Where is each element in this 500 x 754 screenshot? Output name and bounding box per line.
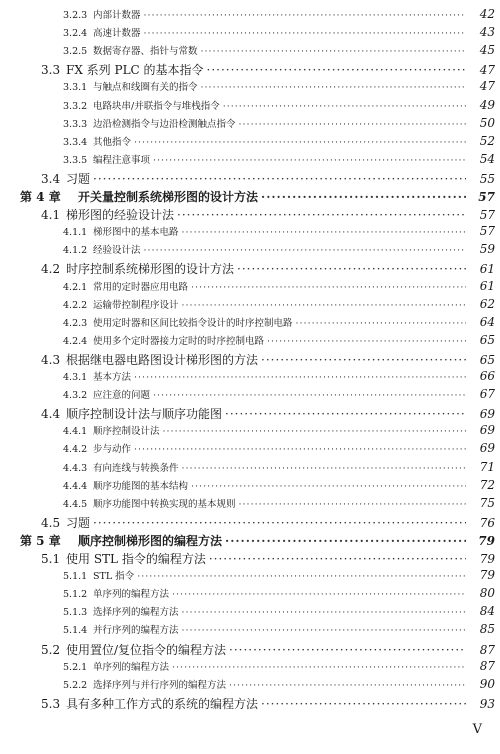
toc-entry-number: 4.2.2 — [63, 299, 88, 311]
toc-entry-page: 79 — [479, 568, 495, 583]
toc-entry-title: 应注意的问题 — [93, 390, 151, 402]
toc-entry-number: 3.3.4 — [63, 136, 88, 148]
toc-entry-title: 梯形图中的基本电路 — [93, 227, 179, 239]
toc-entry-page: 52 — [479, 133, 495, 148]
toc-dot-leader — [182, 300, 466, 311]
toc-entry-number: 4.4.1 — [63, 426, 88, 438]
toc-entry-page: 87 — [479, 658, 495, 673]
toc-entry-number: 5.1.3 — [63, 607, 88, 619]
toc-entry-number: 4.5 — [41, 515, 61, 530]
toc-entry-number: 4.4.4 — [63, 480, 88, 492]
toc-entry-title: 编程注意事项 — [93, 154, 151, 166]
toc-entry-title: 选择序列与并行序列的编程方法 — [93, 679, 227, 691]
toc-entry-number: 4.4 — [41, 407, 61, 422]
toc-subsection-entry — [0, 496, 500, 510]
toc-entry-page: 85 — [479, 622, 495, 637]
toc-entry-page: 76 — [479, 515, 495, 530]
toc-entry-page: 54 — [479, 151, 495, 166]
toc-dot-leader — [93, 516, 466, 530]
toc-entry-number: 4.3.2 — [63, 390, 88, 402]
toc-entry-page: 57 — [478, 190, 495, 204]
toc-entry-page: 65 — [479, 352, 495, 367]
toc-entry-title: 选择序列的编程方法 — [93, 607, 179, 619]
toc-subsection-entry — [0, 333, 500, 347]
toc-entry-title: 并行序列的编程方法 — [93, 625, 179, 637]
toc-entry-number: 5.1.2 — [63, 589, 88, 601]
toc-entry-page: 93 — [479, 696, 495, 711]
toc-subsection-entry — [0, 43, 500, 57]
toc-entry-title: STL 指令 — [93, 571, 135, 583]
toc-subsection-entry — [0, 134, 500, 148]
toc-entry-page: 45 — [479, 43, 495, 58]
toc-entry-title: 根据继电器电路图设计梯形图的方法 — [66, 352, 259, 367]
toc-section-entry — [0, 514, 500, 531]
toc-dot-leader — [172, 662, 466, 673]
toc-entry-number: 4.2 — [41, 262, 61, 277]
toc-dot-leader — [267, 336, 466, 347]
toc-subsection-entry — [0, 279, 500, 293]
toc-dot-leader — [239, 119, 466, 130]
toc-entry-title: 单序列的编程方法 — [93, 661, 170, 673]
toc-entry-number: 第 5 章 — [20, 533, 61, 548]
toc-entry-title: 单序列的编程方法 — [93, 589, 170, 601]
toc-dot-leader — [182, 607, 466, 618]
toc-dot-leader — [134, 372, 466, 383]
toc-entry-page: 47 — [479, 79, 495, 94]
toc-entry-page: 72 — [479, 477, 495, 492]
toc-entry-page: 79 — [479, 552, 495, 566]
toc-subsection-entry — [0, 7, 500, 21]
toc-entry-title: 使用 STL 指令的编程方法 — [66, 552, 206, 566]
toc-entry-title: 顺序功能图的基本结构 — [93, 480, 189, 492]
toc-subsection-entry — [0, 315, 500, 329]
toc-subsection-entry — [0, 242, 500, 256]
toc-dot-leader — [261, 697, 466, 711]
toc-dot-leader — [223, 101, 466, 112]
toc-dot-leader — [191, 481, 466, 492]
toc-entry-number: 4.4.3 — [63, 462, 88, 474]
toc-section-entry — [0, 641, 500, 658]
toc-subsection-entry — [0, 79, 500, 93]
toc-entry-number: 4.4.2 — [63, 444, 88, 456]
toc-subsection-entry — [0, 387, 500, 401]
toc-chapter-entry — [0, 532, 500, 549]
toc-entry-page: 62 — [479, 296, 495, 311]
toc-dot-leader — [225, 407, 466, 421]
toc-entry-number: 5.1 — [41, 552, 61, 566]
toc-entry-number: 3.2.3 — [63, 10, 88, 21]
toc-entry-page: 61 — [479, 262, 495, 277]
toc-dot-leader — [225, 534, 466, 548]
toc-entry-title: 使用置位/复位指令的编程方法 — [66, 642, 227, 657]
toc-entry-page: 80 — [479, 586, 495, 601]
toc-subsection-entry — [0, 586, 500, 600]
toc-entry-title: 数据寄存器、指针与常数 — [93, 46, 198, 58]
toc-dot-leader — [172, 589, 466, 600]
toc-entry-page: 90 — [479, 676, 495, 691]
toc-dot-leader — [163, 426, 466, 437]
toc-section-entry — [0, 206, 500, 223]
toc-entry-page: 42 — [479, 7, 495, 21]
toc-entry-number: 4.2.4 — [63, 335, 88, 347]
toc-entry-number: 3.2.5 — [63, 46, 88, 58]
toc-dot-leader — [201, 82, 466, 93]
toc-entry-title: 经验设计法 — [93, 245, 141, 257]
toc-entry-number: 5.1.1 — [63, 571, 88, 583]
toc-dot-leader — [229, 680, 466, 691]
toc-entry-number: 4.3 — [41, 352, 61, 367]
toc-section-entry — [0, 170, 500, 187]
toc-dot-leader — [261, 353, 466, 367]
toc-entry-title: 梯形图的经验设计法 — [66, 208, 175, 223]
toc-section-entry — [0, 260, 500, 277]
toc-entry-page: 47 — [479, 63, 495, 78]
toc-chapter-entry — [0, 188, 500, 205]
toc-entry-title: 使用多个定时器接力定时的时序控制电路 — [93, 335, 265, 347]
toc-entry-page: 69 — [479, 407, 495, 422]
toc-entry-title: 边沿检测指令与边沿检测触点指令 — [93, 118, 236, 130]
toc-entry-title: 具有多种工作方式的系统的编程方法 — [66, 696, 259, 711]
toc-subsection-entry — [0, 478, 500, 492]
toc-subsection-entry — [0, 460, 500, 474]
toc-dot-leader — [137, 571, 466, 582]
toc-entry-page: 57 — [479, 208, 495, 223]
toc-dot-leader — [93, 172, 466, 186]
toc-entry-page: 67 — [479, 387, 495, 402]
toc-entry-title: FX 系列 PLC 的基本指令 — [66, 63, 204, 78]
toc-section-entry — [0, 61, 500, 78]
toc-dot-leader — [144, 28, 466, 39]
toc-entry-title: 运输带控制程序设计 — [93, 299, 179, 311]
toc-subsection-entry — [0, 98, 500, 112]
toc-dot-leader — [134, 444, 466, 455]
toc-entry-page: 49 — [479, 97, 495, 112]
toc-dot-leader — [296, 318, 466, 329]
toc-subsection-entry — [0, 568, 500, 582]
toc-entry-page: 71 — [479, 459, 495, 474]
toc-entry-page: 69 — [479, 441, 495, 456]
toc-entry-number: 5.1.4 — [63, 625, 88, 637]
toc-entry-title: 常用的定时器应用电路 — [93, 281, 189, 293]
toc-subsection-entry — [0, 677, 500, 691]
toc-subsection-entry — [0, 622, 500, 636]
toc-entry-page: 64 — [479, 314, 495, 329]
toc-entry-page: 84 — [479, 604, 495, 619]
toc-entry-title: 顺序控制设计法 — [93, 426, 160, 438]
toc-dot-leader — [237, 262, 466, 276]
toc-entry-number: 3.3.2 — [63, 100, 88, 112]
toc-entry-page: 59 — [479, 242, 495, 257]
toc-dot-leader — [239, 499, 466, 510]
toc-entry-title: 步与动作 — [93, 444, 132, 456]
toc-entry-number: 4.1 — [41, 208, 61, 223]
toc-dot-leader — [207, 63, 466, 77]
toc-dot-leader — [134, 137, 466, 148]
toc-entry-number: 第 4 章 — [20, 190, 61, 204]
toc-entry-page: 65 — [479, 332, 495, 347]
toc-entry-number: 4.1.1 — [63, 227, 88, 239]
toc-dot-leader — [144, 245, 466, 256]
toc-subsection-entry — [0, 152, 500, 166]
toc-entry-number: 4.1.2 — [63, 245, 88, 257]
toc-dot-leader — [153, 155, 466, 166]
toc-entry-number: 3.4 — [41, 171, 61, 186]
toc-subsection-entry — [0, 659, 500, 673]
toc-entry-title: 习题 — [66, 171, 91, 186]
toc-subsection-entry — [0, 224, 500, 238]
toc-dot-leader — [261, 190, 466, 204]
toc-entry-number: 3.3 — [41, 63, 61, 78]
toc-subsection-entry — [0, 423, 500, 437]
toc-entry-number: 5.2.1 — [63, 661, 88, 673]
toc-entry-number: 5.2.2 — [63, 679, 88, 691]
toc-subsection-entry — [0, 25, 500, 39]
toc-entry-number: 4.2.3 — [63, 317, 88, 329]
toc-entry-number: 5.2 — [41, 642, 61, 657]
toc-entry-number: 4.2.1 — [63, 281, 88, 293]
toc-dot-leader — [201, 46, 466, 57]
toc-dot-leader — [153, 390, 466, 401]
toc-dot-leader — [191, 282, 466, 293]
toc-section-entry — [0, 351, 500, 368]
toc-subsection-entry — [0, 369, 500, 383]
toc-dot-leader — [177, 208, 466, 222]
toc-subsection-entry — [0, 297, 500, 311]
toc-entry-number: 3.3.1 — [63, 82, 88, 94]
toc-dot-leader — [144, 10, 466, 21]
toc-entry-page: 55 — [479, 171, 495, 186]
toc-entry-number: 5.3 — [41, 696, 61, 711]
toc-entry-page: 69 — [479, 423, 495, 438]
toc-section-entry — [0, 550, 500, 567]
page-number: V — [472, 722, 482, 737]
toc-dot-leader — [209, 552, 466, 566]
toc-entry-title: 时序控制系统梯形图的设计方法 — [66, 262, 235, 277]
toc-subsection-entry — [0, 441, 500, 455]
toc-subsection-entry — [0, 116, 500, 130]
toc-entry-page: 57 — [479, 224, 495, 239]
toc-entry-page: 61 — [479, 278, 495, 293]
toc-section-entry — [0, 695, 500, 712]
toc-dot-leader — [182, 463, 466, 474]
toc-entry-page: 50 — [479, 115, 495, 130]
toc-entry-title: 顺序控制设计法与顺序功能图 — [66, 407, 223, 422]
toc-entry-page: 43 — [479, 25, 495, 40]
toc-entry-number: 3.3.5 — [63, 154, 88, 166]
toc-subsection-entry — [0, 604, 500, 618]
toc-entry-number: 3.3.3 — [63, 118, 88, 130]
toc-entry-title: 有向连线与转换条件 — [93, 462, 179, 474]
toc-entry-title: 习题 — [66, 515, 91, 530]
toc-entry-page: 66 — [479, 369, 495, 383]
toc-entry-title: 与触点和线圈有关的指令 — [93, 82, 198, 94]
toc-entry-number: 4.3.1 — [63, 372, 88, 383]
toc-entry-title: 顺序功能图中转换实现的基本规则 — [93, 498, 236, 510]
toc-entry-title: 使用定时器和区间比较指令设计的时序控制电路 — [93, 317, 293, 329]
toc-entry-title: 内部计数器 — [93, 10, 141, 21]
toc-entry-title: 开关量控制系统梯形图的设计方法 — [78, 190, 259, 204]
toc-entry-title: 高速计数器 — [93, 28, 141, 40]
toc-entry-title: 其他指令 — [93, 136, 132, 148]
toc-entry-number: 3.2.4 — [63, 28, 88, 40]
toc-entry-title: 基本方法 — [93, 372, 132, 383]
toc-entry-title: 顺序控制梯形图的编程方法 — [78, 533, 223, 548]
toc-entry-title: 电路块串/并联指令与堆栈指令 — [93, 100, 220, 112]
toc-dot-leader — [182, 227, 466, 238]
toc-entry-page: 75 — [479, 495, 495, 510]
toc-entry-page: 87 — [479, 642, 495, 657]
toc-dot-leader — [182, 625, 466, 636]
toc-section-entry — [0, 405, 500, 422]
toc-dot-leader — [229, 643, 466, 657]
toc-entry-number: 4.4.5 — [63, 498, 88, 510]
toc-entry-page: 79 — [478, 533, 495, 548]
